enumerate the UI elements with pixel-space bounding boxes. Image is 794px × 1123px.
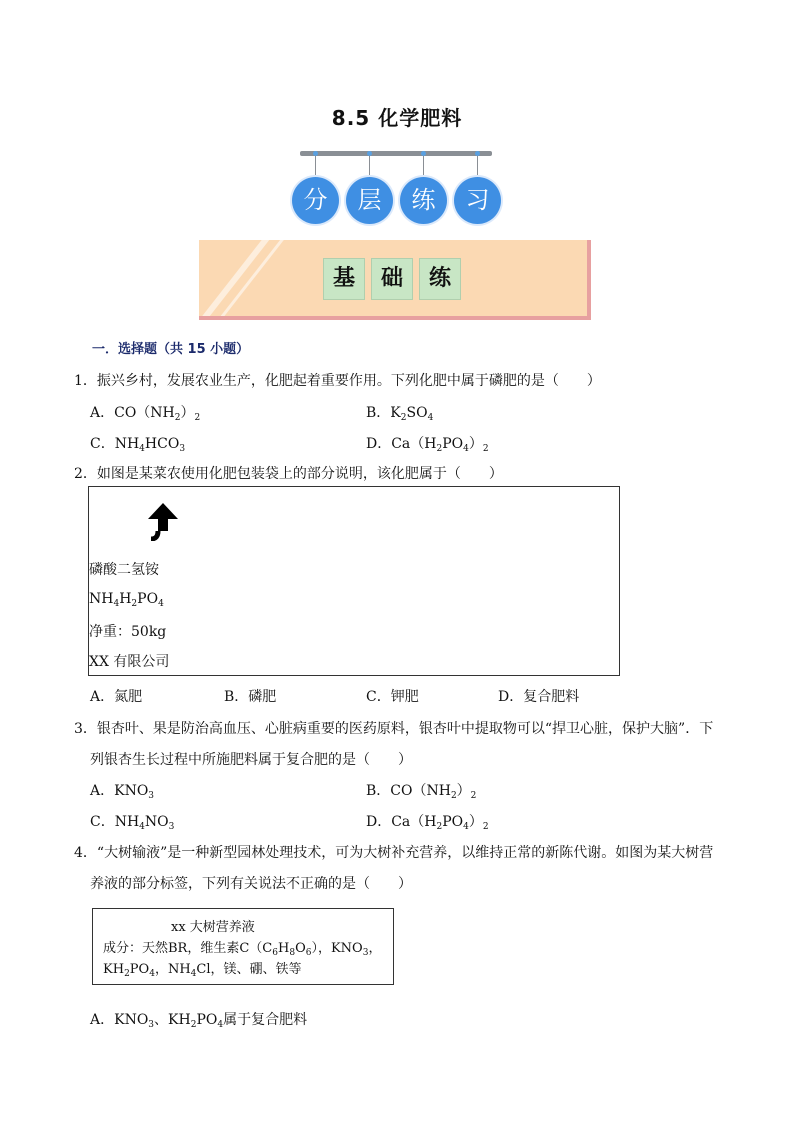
- label-company: XX 有限公司: [89, 654, 170, 670]
- q3-option-a: A．$KNO_3$: [90, 783, 155, 801]
- q2-option-b: B．磷肥: [224, 689, 277, 705]
- nutrient-label-box: [92, 908, 394, 985]
- banner-tile: 础: [371, 258, 413, 300]
- banner-tile: 练: [419, 258, 461, 300]
- hanger-pin: [313, 151, 318, 156]
- question-4-stem-line2: 养液的部分标签，下列有关说法不正确的是（ ）: [90, 876, 412, 892]
- q2-option-d: D．复合肥料: [498, 689, 580, 705]
- nutrient-label-line2: $KH_2PO_4$，$NH_4Cl$，镁、硼、铁等: [103, 962, 302, 979]
- tag-circle: 层: [346, 177, 393, 224]
- q3-option-d: D．$Ca(H_2PO_4)_2$: [366, 814, 489, 832]
- question-2-stem: 2．如图是某菜农使用化肥包装袋上的部分说明，该化肥属于（ ）: [74, 466, 503, 482]
- question-1-stem: 1．振兴乡村，发展农业生产，化肥起着重要作用。下列化肥中属于磷肥的是（ ）: [74, 373, 601, 389]
- fertilizer-label-box: [88, 486, 620, 676]
- q1-option-b: B．$K_2SO_4$: [366, 405, 434, 423]
- question-3-stem-line2: 列银杏生长过程中所施肥料属于复合肥的是（ ）: [90, 752, 412, 768]
- page-title: 8.5 化学肥料: [331, 106, 463, 130]
- q1-option-a: A．$CO(NH_2)_2$: [90, 405, 201, 423]
- q1-option-d: D．$Ca(H_2PO_4)_2$: [366, 436, 489, 454]
- nutrient-label-title: xx 大树营养液: [171, 920, 255, 935]
- tag-circle: 分: [292, 177, 339, 224]
- section-heading: 一．选择题（共 15 小题）: [92, 342, 250, 357]
- label-net-weight: 净重：50kg: [89, 624, 167, 640]
- label-product-name: 磷酸二氢铵: [89, 562, 159, 578]
- question-4-stem-line1: 4．“大树输液”是一种新型园林处理技术，可为大树补充营养，以维持正常的新陈代谢。如图为某大树营: [74, 845, 714, 861]
- hanger-string: [477, 154, 478, 176]
- hanger-bar: [300, 151, 492, 156]
- hanger-pin: [475, 151, 480, 156]
- this-way-up-arrow-icon: [145, 501, 181, 541]
- q4-option-a: A．$KNO_3$、$KH_2PO_4$属于复合肥料: [90, 1012, 308, 1030]
- q2-option-c: C．钾肥: [366, 689, 419, 705]
- q3-option-b: B．$CO(NH_2)_2$: [366, 783, 477, 801]
- hanger-string: [423, 154, 424, 176]
- hanger-pin: [421, 151, 426, 156]
- tag-circle: 习: [454, 177, 501, 224]
- nutrient-label-line1: 成分：天然BR，维生素$C(C_6H_8O_6)$，$KNO_3$，: [103, 941, 382, 958]
- tag-circle: 练: [400, 177, 447, 224]
- q2-option-a: A．氮肥: [90, 689, 143, 705]
- hanger-pin: [367, 151, 372, 156]
- level-banner: [199, 240, 591, 320]
- label-formula: $NH_4H_2PO_4$: [89, 591, 164, 609]
- hanger-string: [315, 154, 316, 176]
- q1-option-c: C．$NH_4HCO_3$: [90, 436, 186, 454]
- banner-tile: 基: [323, 258, 365, 300]
- hanger-string: [369, 154, 370, 176]
- question-3-stem-line1: 3．银杏叶、果是防治高血压、心脏病重要的医药原料，银杏叶中提取物可以“捍卫心脏，保护大脑”．下: [74, 721, 714, 737]
- q3-option-c: C．$NH_4NO_3$: [90, 814, 175, 832]
